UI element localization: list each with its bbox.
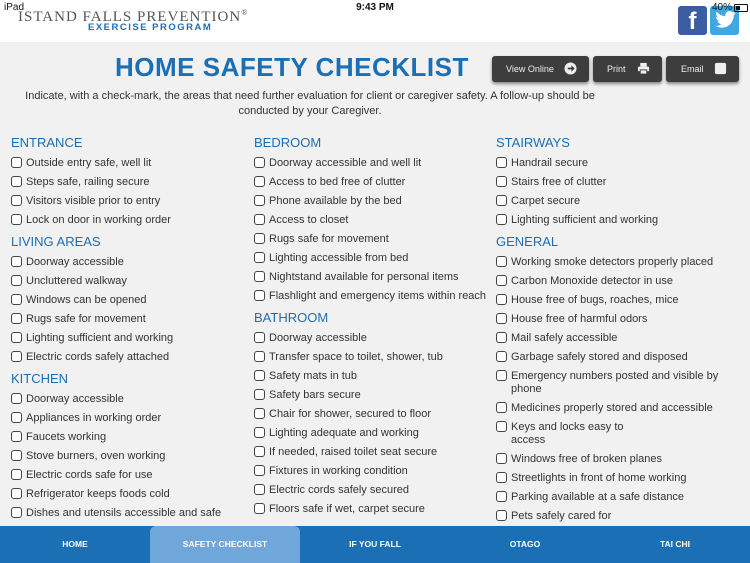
checkbox[interactable] <box>496 510 507 521</box>
checkbox[interactable] <box>254 214 265 225</box>
section-general: GENERAL <box>496 234 559 249</box>
checklist-column-1 <box>11 134 246 526</box>
intro-text: Indicate, with a check-mark, the areas that need further evaluation for client or caregiver safety. A follow-up should be conducted by your Caregiver. <box>25 90 595 117</box>
printer-icon <box>637 62 650 75</box>
checkbox[interactable] <box>11 332 22 343</box>
section-bedroom: BEDROOM <box>254 135 322 150</box>
checklist-content <box>0 42 750 526</box>
checklist-item[interactable]: Lighting sufficient and working <box>496 214 736 227</box>
status-bar <box>0 0 750 16</box>
checklist-item[interactable]: Phone available by the bed <box>254 195 494 208</box>
checklist-item[interactable]: Electric cords safely secured <box>254 484 494 497</box>
checklist-item[interactable]: Carpet secure <box>496 195 736 208</box>
checkbox[interactable] <box>11 351 22 362</box>
arrow-right-icon <box>564 62 577 75</box>
page-title: HOME SAFETY CHECKLIST <box>115 52 469 82</box>
checklist-item[interactable]: Handrail secure <box>496 157 736 170</box>
checkbox[interactable] <box>254 427 265 438</box>
tab-home[interactable]: HOME <box>62 539 88 549</box>
checkbox[interactable] <box>496 332 507 343</box>
checklist-item[interactable]: Dishes and utensils accessible and safe <box>11 507 246 520</box>
checklist-item[interactable]: Visitors visible prior to entry <box>11 195 246 208</box>
checklist-item[interactable]: Rugs safe for movement <box>254 233 494 246</box>
checklist-item[interactable]: Lighting adequate and working <box>254 427 494 440</box>
checkbox[interactable] <box>254 332 265 343</box>
tab-bar <box>0 526 750 563</box>
checkbox[interactable] <box>254 157 265 168</box>
checkbox[interactable] <box>496 214 507 225</box>
checkbox[interactable] <box>496 402 507 413</box>
checkbox[interactable] <box>254 176 265 187</box>
checkbox[interactable] <box>254 389 265 400</box>
device-label: iPad <box>4 2 25 13</box>
print-button[interactable]: Print <box>593 56 662 82</box>
checklist-item[interactable]: Medicines properly stored and accessible <box>496 402 736 415</box>
checkbox[interactable] <box>254 195 265 206</box>
email-button[interactable]: Email <box>666 56 739 82</box>
checklist-item[interactable]: Doorway accessible <box>254 332 494 345</box>
checkbox[interactable] <box>254 351 265 362</box>
checklist-item[interactable]: Refrigerator keeps foods cold <box>11 488 246 501</box>
section-bathroom: BATHROOM <box>254 310 329 325</box>
checklist-item[interactable]: House free of harmful odors <box>496 313 736 326</box>
checklist-item[interactable]: Appliances in working order <box>11 412 246 425</box>
view-online-button[interactable]: View Online <box>492 56 589 82</box>
section-stairways: STAIRWAYS <box>496 135 570 150</box>
checklist-item[interactable]: Keys and locks easy to access <box>496 421 736 447</box>
checkbox[interactable] <box>254 503 265 514</box>
section-living-areas: LIVING AREAS <box>11 234 101 249</box>
checklist-item[interactable]: Fixtures in working condition <box>254 465 494 478</box>
checkbox[interactable] <box>11 294 22 305</box>
tab-if-you-fall[interactable]: IF YOU FALL <box>349 539 401 549</box>
checklist-item[interactable]: Doorway accessible <box>11 393 246 406</box>
checkbox[interactable] <box>496 370 507 381</box>
checkbox[interactable] <box>254 271 265 282</box>
checklist-item[interactable]: Windows free of broken planes <box>496 453 736 466</box>
facebook-icon[interactable]: f <box>678 6 707 35</box>
checkbox[interactable] <box>496 176 507 187</box>
checkbox[interactable] <box>254 370 265 381</box>
checklist-item[interactable]: Mail safely accessible <box>496 332 736 345</box>
checkbox[interactable] <box>496 294 507 305</box>
checkbox[interactable] <box>496 472 507 483</box>
checklist-item[interactable]: Pets safely cared for <box>496 510 736 523</box>
checklist-item[interactable]: Steps safe, railing secure <box>11 176 246 189</box>
checklist-item[interactable]: Streetlights in front of home working <box>496 472 736 485</box>
checkbox[interactable] <box>254 446 265 457</box>
checkbox[interactable] <box>11 157 22 168</box>
email-icon <box>714 62 727 75</box>
checklist-item[interactable]: Transfer space to toilet, shower, tub <box>254 351 494 364</box>
checklist-item[interactable]: Lighting sufficient and working <box>11 332 246 345</box>
checkbox[interactable] <box>11 450 22 461</box>
checklist-item[interactable]: Outside entry safe, well lit <box>11 157 246 170</box>
checklist-item[interactable]: Lock on door in working order <box>11 214 246 227</box>
checkbox[interactable] <box>11 275 22 286</box>
checklist-item[interactable]: Stairs free of clutter <box>496 176 736 189</box>
checkbox[interactable] <box>11 469 22 480</box>
checklist-item[interactable]: Nightstand available for personal items <box>254 271 494 284</box>
checkbox[interactable] <box>11 431 22 442</box>
battery-icon <box>734 4 748 12</box>
checklist-item[interactable]: If needed, raised toilet seat secure <box>254 446 494 459</box>
checklist-item[interactable]: Rugs safe for movement <box>11 313 246 326</box>
section-entrance: ENTRANCE <box>11 135 83 150</box>
checkbox[interactable] <box>11 412 22 423</box>
checkbox[interactable] <box>496 275 507 286</box>
checklist-item[interactable]: Garbage safely stored and disposed <box>496 351 736 364</box>
checkbox[interactable] <box>11 176 22 187</box>
checklist-item[interactable]: Flashlight and emergency items within reach <box>254 290 494 303</box>
checkbox[interactable] <box>496 195 507 206</box>
checklist-item[interactable]: Emergency numbers posted and visible by phone <box>496 370 736 396</box>
checklist-item[interactable]: Floors safe if wet, carpet secure <box>254 503 494 516</box>
checklist-item[interactable]: Uncluttered walkway <box>11 275 246 288</box>
checkbox[interactable] <box>254 290 265 301</box>
checkbox[interactable] <box>496 351 507 362</box>
checklist-item[interactable]: Safety mats in tub <box>254 370 494 383</box>
checklist-item[interactable]: Parking available at a safe distance <box>496 491 736 504</box>
tab-safety-checklist[interactable]: SAFETY CHECKLIST <box>150 526 300 563</box>
checklist-item[interactable]: Chair for shower, secured to floor <box>254 408 494 421</box>
checkbox[interactable] <box>11 393 22 404</box>
checkbox[interactable] <box>11 488 22 499</box>
checklist-item[interactable]: Faucets working <box>11 431 246 444</box>
checkbox[interactable] <box>496 256 507 267</box>
checklist-item[interactable]: Lighting accessible from bed <box>254 252 494 265</box>
tab-otago[interactable]: OTAGO <box>509 539 541 549</box>
checkbox[interactable] <box>11 256 22 267</box>
checkbox[interactable] <box>11 313 22 324</box>
checkbox[interactable] <box>496 491 507 502</box>
section-kitchen: KITCHEN <box>11 371 69 386</box>
checkbox[interactable] <box>11 214 22 225</box>
status-time: 9:43 PM <box>356 2 394 13</box>
checkbox[interactable] <box>254 233 265 244</box>
checklist-item[interactable]: Doorway accessible <box>11 256 246 269</box>
checklist-item[interactable]: Electric cords safe for use <box>11 469 246 482</box>
checklist-item[interactable]: Carbon Monoxide detector in use <box>496 275 736 288</box>
checkbox[interactable] <box>254 484 265 495</box>
logo-title: ISTAND FALLS PREVENTION® <box>18 8 249 25</box>
checklist-item[interactable]: Stove burners, oven working <box>11 450 246 463</box>
checklist-item[interactable]: Working smoke detectors properly placed <box>496 256 736 269</box>
checkbox[interactable] <box>254 465 265 476</box>
checklist-item[interactable]: Windows can be opened <box>11 294 246 307</box>
checkbox[interactable] <box>496 421 507 432</box>
checkbox[interactable] <box>11 195 22 206</box>
checkbox[interactable] <box>496 453 507 464</box>
checkbox[interactable] <box>496 313 507 324</box>
checklist-item[interactable]: Access to closet <box>254 214 494 227</box>
checklist-item[interactable]: House free of bugs, roaches, mice <box>496 294 736 307</box>
checklist-item[interactable]: Doorway accessible and well lit <box>254 157 494 170</box>
checklist-column-2 <box>254 134 494 522</box>
checkbox[interactable] <box>254 252 265 263</box>
checklist-item[interactable]: Access to bed free of clutter <box>254 176 494 189</box>
checkbox[interactable] <box>254 408 265 419</box>
battery-level: 40% <box>711 2 732 13</box>
checkbox[interactable] <box>496 157 507 168</box>
checklist-item[interactable]: Safety bars secure <box>254 389 494 402</box>
checklist-item[interactable]: Electric cords safely attached <box>11 351 246 364</box>
logo-subtitle: EXERCISE PROGRAM <box>88 22 213 33</box>
checkbox[interactable] <box>11 507 22 518</box>
checklist-column-3 <box>496 134 736 526</box>
tab-tai-chi[interactable]: TAI CHI <box>659 539 691 549</box>
